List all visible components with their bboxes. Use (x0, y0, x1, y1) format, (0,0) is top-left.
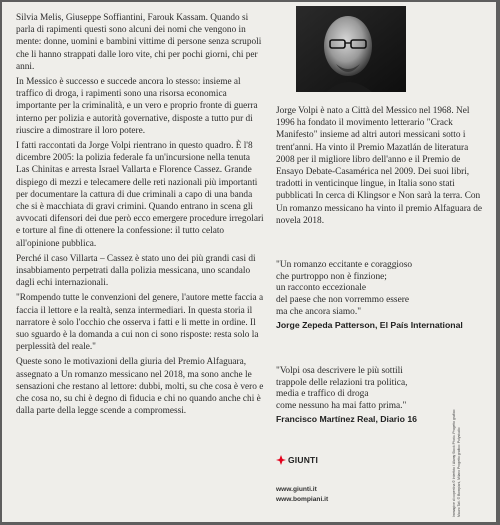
review-quote (276, 366, 481, 426)
synopsis-paragraph: I fatti raccontati da Jorge Volpi rientrano in questo quadro. È l'8 dicembre 2005: la polizia federale fa un'incursione nella tenuta Las Chinitas e arresta Israel Vallarta e Florence Cassez. Grande dispiego di mezzi e telecamere delle reti nazionali più importanti per documentare la cattura di due criminali a capo di una banda che si è macchiata di gravi crimini. Quando entrano in scena gli avvocati difensori dei due però ecco emergere procedure irregolari e torture al fine di ottenere la confessione: il tutto celato all'opinione pubblica. (16, 141, 264, 249)
author-portrait-icon (296, 6, 406, 92)
author-photo (296, 6, 406, 92)
synopsis-paragraph: Perché il caso Villarta – Cassez è stato uno dei più grandi casi di insabbiamento perpetrati dalla polizia messicana, uno scandalo dagli echi internazionali. (16, 253, 256, 289)
quote-text: "Volpi osa descrivere le più sottili trappole delle relazioni tra politica, media e traffico di droga come nessuno ha mai fatto prima." (276, 366, 408, 412)
synopsis (16, 12, 264, 421)
publisher-name: GIUNTI (288, 455, 319, 465)
synopsis-paragraph: Queste sono le motivazioni della giuria del Premio Alfaguara, assegnato a Un romanzo messicano nel 2018, ma sono anche le sensazioni che restano al lettore: dubbi, molti, su che cosa è vero e che cosa no, su chi è degno di fiducia e chi no quando anche chi è dalla parte della legge scende a compromessi. (16, 357, 264, 417)
back-cover (2, 2, 496, 522)
quote-text: "Un romanzo eccitante e coraggioso che purtroppo non è finzione; un racconto eccezionale del paese che non vorremmo essere ma che ancora siamo." (276, 260, 413, 317)
synopsis-paragraph: "Rompendo tutte le convenzioni del genere, l'autore mette faccia a faccia il lettore e la realtà, senza intermediari. In questa storia il narratore è solo l'occhio che osserva i fatti e li mette in ordine. Il suo sguardo è la domanda a cui non ci sono risposte: resta solo la perplessità del reale." (16, 293, 264, 353)
quote-attribution: Jorge Zepeda Patterson, El País International (276, 319, 463, 330)
synopsis-paragraph: Silvia Melis, Giuseppe Soffiantini, Farouk Kassam. Quando si parla di rapimenti questi sono alcuni dei nomi che vengono in mente: donne, uomini e bambini vittime di persone senza scrupoli che li hanno strappati dalle loro vite, chi per pochi giorni, chi per anni. (16, 13, 262, 72)
giunti-lily-icon (276, 455, 286, 465)
synopsis-paragraph: In Messico è successo e succede ancora lo stesso: insieme al traffico di droga, i rapimenti sono una risorsa economica importante per la criminalità, e un vero e proprio fronte di guerra interno per polizia e autorità governative, disposte a tutto pur di riuscire a dimostrare il loro potere. (16, 77, 258, 136)
image-credits: Immagine di copertina © Interfoto / Alamy Stock Photo. Progetto grafico: Mauro Tati. © Bompiani, Milano Progetto grafico: Polystudio (452, 408, 461, 517)
review-quote (276, 260, 481, 331)
publisher-websites (276, 485, 328, 505)
website-link: www.giunti.it (276, 486, 317, 493)
website-link: www.bompiani.it (276, 496, 329, 503)
author-bio: Jorge Volpi è nato a Città del Messico nel 1968. Nel 1996 ha fondato il movimento letterario "Crack Manifesto" insieme ad altri autori messicani sotto i trent'anni. Ha vinto il Premio Mazatlán de literatura 2008 per il migliore libro dell'anno e il Premio de Ensayo Debate-Casamérica nel 2009. Dei suoi libri, tradotti in venticinque lingue, in Italia sono stati pubblicati In cerca di Klingsor e Non sarà la terra. Con Un romanzo messicano ha vinto il premio Alfaguara de novela 2018. (276, 106, 483, 226)
quote-attribution: Francisco Martínez Real, Diario 16 (276, 413, 417, 424)
publisher-logo (276, 455, 318, 465)
